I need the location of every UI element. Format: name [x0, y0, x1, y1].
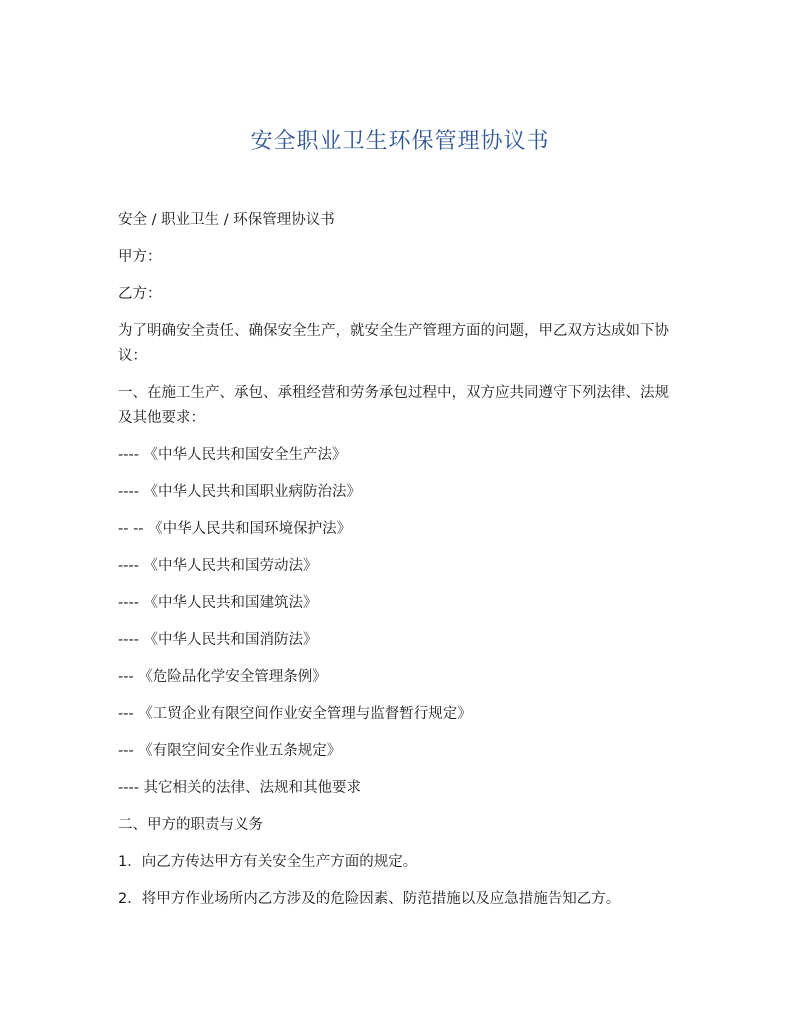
law-item: ---- 《中华人民共和国安全生产法》 — [118, 447, 347, 463]
party-a-line: 甲方： — [118, 249, 162, 265]
law-item: ---- 其它相关的法律、法规和其他要求 — [118, 780, 362, 796]
law-item: ---- 《中华人民共和国消防法》 — [118, 632, 318, 648]
section-two-heading: 二、甲方的职责与义务 — [118, 817, 263, 833]
document-title: 安全职业卫生环保管理协议书 — [250, 129, 550, 154]
document-body — [118, 208, 683, 924]
law-item: --- 《危险品化学安全管理条例》 — [118, 669, 327, 685]
party-b-line: 乙方： — [118, 286, 162, 302]
law-item: --- 《有限空间安全作业五条规定》 — [118, 743, 342, 759]
duty-item: 1．向乙方传达甲方有关安全生产方面的规定。 — [118, 854, 418, 870]
law-item: -- -- 《中华人民共和国环境保护法》 — [118, 521, 352, 537]
intro-paragraph: 为了明确安全责任、确保安全生产，就安全生产管理方面的问题，甲乙双方达成如下协议： — [118, 323, 669, 364]
law-item: --- 《工贸企业有限空间作业安全管理与监督暂行规定》 — [118, 706, 472, 722]
subtitle-line: 安全 / 职业卫生 / 环保管理协议书 — [118, 212, 335, 228]
section-one-paragraph: 一、在施工生产、承包、承租经营和劳务承包过程中，双方应共同遵守下列法律、法规及其他要求： — [118, 385, 669, 426]
law-item: ---- 《中华人民共和国职业病防治法》 — [118, 484, 362, 500]
duty-item: 2．将甲方作业场所内乙方涉及的危险因素、防范措施以及应急措施告知乙方。 — [118, 891, 621, 907]
law-item: ---- 《中华人民共和国建筑法》 — [118, 595, 318, 611]
law-item: ---- 《中华人民共和国劳动法》 — [118, 558, 318, 574]
